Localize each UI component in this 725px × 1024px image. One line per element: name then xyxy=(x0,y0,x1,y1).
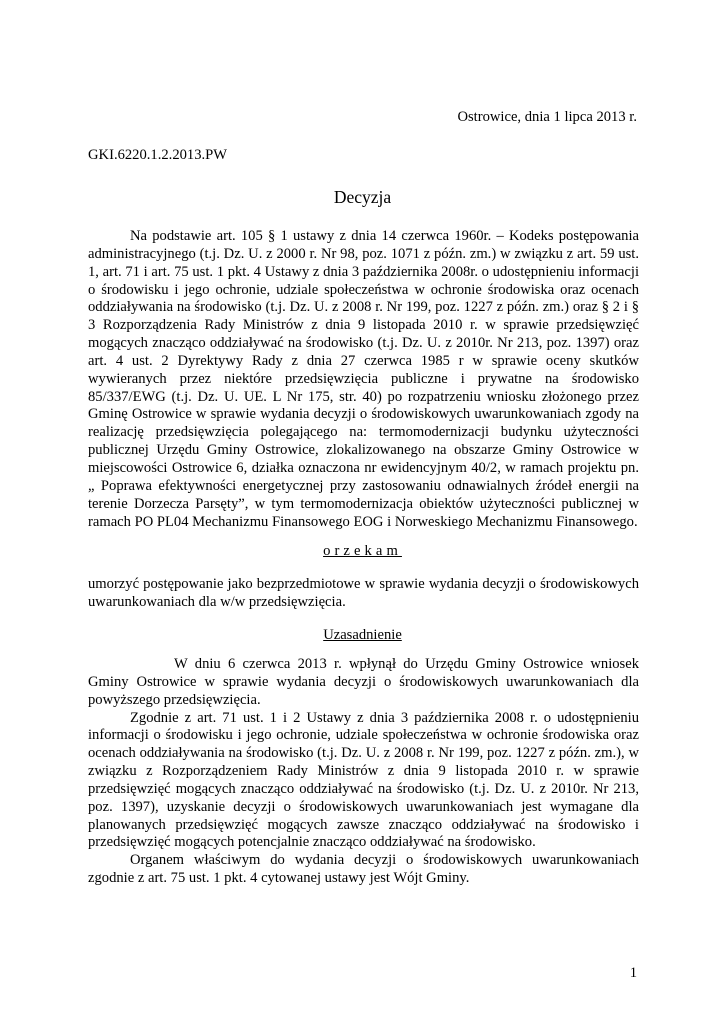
verdict-heading: orzekam xyxy=(323,543,402,559)
legal-basis-paragraph: Na podstawie art. 105 § 1 ustawy z dnia 14 czerwca 1960r. – Kodeks postępowania administracyjnego (t.j. Dz. U. z 2000 r. Nr 98, poz. 1071 z późn. zm.) w związku z art. 59 ust. 1, art. 71 i art. 75 ust. 1 pkt. 4 Ustawy z dnia 3 października 2008r. o udostępnieniu informacji o środowisku i jego ochronie, udziale społeczeństwa w ochronie środowiska oraz ocenach oddziaływania na środowisko (t.j. Dz. U. z 2008 r. Nr 199, poz. 1227 z późn. zm.) oraz § 2 i § 3 Rozporządzenia Rady Ministrów z dnia 9 listopada 2010 r. w sprawie przedsięwzięć mogących znacząco oddziaływać na środowisko (t.j. Dz. U. z 2010r. Nr 213, poz. 1397) oraz art. 4 ust. 2 Dyrektywy Rady z dnia 27 czerwca 1985 r w sprawie oceny skutków wywieranych przez niektóre przedsięwzięcia publiczne i prywatne na środowisko 85/337/EWG (t.j. Dz. U. UE. L Nr 175, str. 40) po rozpatrzeniu wniosku złożonego przez Gminę Ostrowice w sprawie wydania decyzji o środowiskowych uwarunkowaniach zgody na realizację przedsięwzięcia polegającego na: termomodernizacji budynku użyteczności publicznej Urzędu Gminy Ostrowice, zlokalizowanego na obszarze Gminy Ostrowice w miejscowości Ostrowice 6, działka oznaczona nr ewidencyjnym 40/2, w ramach projektu pn. „ Poprawa efektywności energetycznej przy zastosowaniu odnawialnych źródeł energii na terenie Dorzecza Parsęty”, w tym termomodernizacja obiektów użyteczności publicznej w ramach PO PL04 Mechanizmu Finansowego EOG i Norweskiego Mechanizmu Finansowego. xyxy=(88,228,639,530)
document-title: Decyzja xyxy=(333,187,392,207)
justification-paragraph: Zgodnie z art. 71 ust. 1 i 2 Ustawy z dnia 3 października 2008 r. o udostępnieniu informacji o środowisku i jego ochronie, udziale społeczeństwa w ochronie środowiska oraz ocenach oddziaływania na środowisko (t.j. Dz. U. z 2008 r. Nr 199, poz. 1227 z późn. zm.), w związku z Rozporządzeniem Rady Ministrów z dnia 9 listopada 2010 r. w sprawie przedsięwzięć mogących znacząco oddziaływać na środowisko (t.j. Dz. U. z 2010r. Nr 213, poz. 1397), uzyskanie decyzji o środowiskowych uwarunkowaniach jest wymagane dla planowanych przedsięwzięć mogących zawsze znacząco oddziaływać na środowisko i przedsięwzięć mogących potencjalnie znacząco oddziaływać na środowisko. xyxy=(88,709,639,851)
justification-body xyxy=(88,656,639,888)
page-number: 1 xyxy=(629,965,637,981)
justification-paragraph: Organem właściwym do wydania decyzji o środowiskowych uwarunkowaniach zgodnie z art. 75 ust. 1 pkt. 4 cytowanej ustawy jest Wójt Gminy. xyxy=(88,852,639,887)
verdict-text: umorzyć postępowanie jako bezprzedmiotowe w sprawie wydania decyzji o środowiskowych uwarunkowaniach dla w/w przedsięwzięcia. xyxy=(88,576,639,610)
place-date: Ostrowice, dnia 1 lipca 2013 r. xyxy=(457,109,637,125)
justification-paragraph: W dniu 6 czerwca 2013 r. wpłynął do Urzędu Gminy Ostrowice wniosek Gminy Ostrowice w sprawie wydania decyzji o środowiskowych uwarunkowaniach dla powyższego przedsięwzięcia. xyxy=(88,656,639,708)
reference-number: GKI.6220.1.2.2013.PW xyxy=(88,147,228,163)
justification-heading: Uzasadnienie xyxy=(323,627,402,643)
